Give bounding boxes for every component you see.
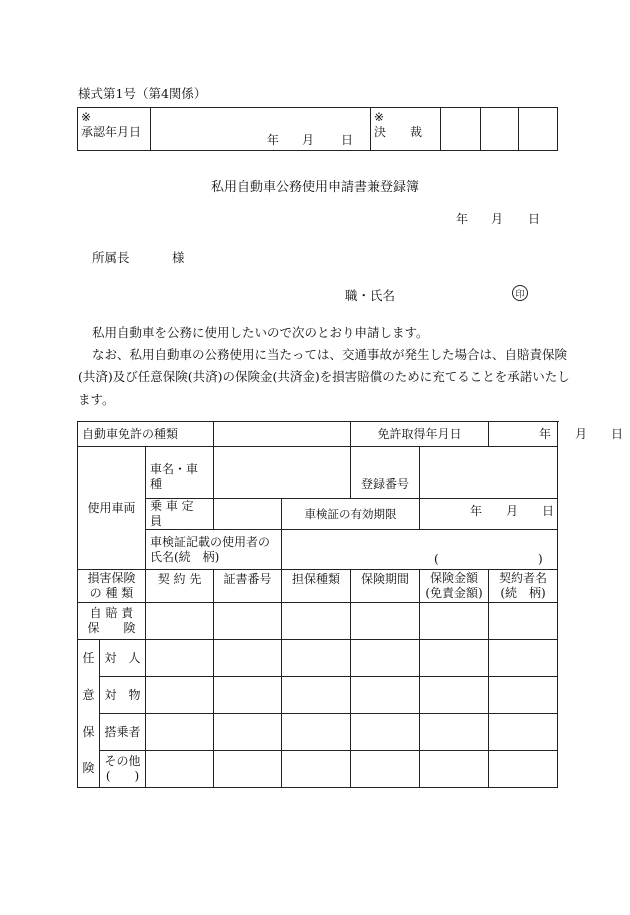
amount-header [420,570,489,603]
vehicle-user-field[interactable] [282,530,558,570]
vehicle-user-label [146,530,282,570]
person-period-field[interactable] [351,640,420,677]
property-contractor-field[interactable] [146,677,214,714]
insurance-kind-line-1: 損害保険 [87,571,136,585]
person-coverage-field[interactable] [282,640,351,677]
holder-header-line-1: 契約者名 [499,571,548,585]
passenger-cert-field[interactable] [214,714,282,751]
approval-date-label: 承認年月日 [81,125,142,139]
license-month: 月 [575,427,588,441]
holder-header-line-2: (続 柄) [500,586,546,600]
passenger-coverage-field[interactable] [282,714,351,751]
vehicle-user-label-line-2: 氏名(続 柄) [150,549,220,564]
property-holder-field[interactable] [489,677,558,714]
license-date-field[interactable] [489,422,624,447]
cali-label-line-1: 自 賠 責 [89,606,134,620]
period-header: 保険期間 [351,570,420,603]
voluntary-char-ho: 保 [78,714,100,751]
passenger-contractor-field[interactable] [146,714,214,751]
other-label-line-2: ( ) [105,769,140,783]
contractor-header: 契 約 先 [146,570,214,603]
cali-amount-field[interactable] [420,603,489,640]
capacity-field[interactable] [214,499,282,530]
cali-holder-field[interactable] [489,603,558,640]
property-cert-field[interactable] [214,677,282,714]
date-year: 年 [456,212,469,226]
date-day: 日 [528,212,541,226]
cali-label [78,603,146,640]
other-period-field[interactable] [351,751,420,788]
voluntary-char-nin: 任 [78,640,100,677]
document-title: 私用自動車公務使用申請書兼登録簿 [210,180,419,195]
property-period-field[interactable] [351,677,420,714]
body-paragraph-2-line-1: なお、私用自動車の公務使用に当たっては、交通事故が発生した場合は、自賠責保険 [92,347,568,362]
person-amount-field[interactable] [420,640,489,677]
paren-open: ( [434,552,439,566]
vehicle-user-label-line-1: 車検証記載の使用者の [150,534,271,549]
reg-number-label: 登録番号 [351,447,420,499]
passenger-amount-field[interactable] [420,714,489,751]
voluntary-char-i: 意 [78,677,100,714]
cali-contractor-field[interactable] [146,603,214,640]
cali-label-line-2: 保 険 [87,621,136,635]
approval-table [77,107,558,151]
license-date-label: 免許取得年月日 [351,422,489,447]
property-coverage-field[interactable] [282,677,351,714]
body-paragraph-2-line-2: (共済)及び任意保険(共済)の保険金(共済金)を損害賠償のために充てることを承諾いたし [78,369,570,384]
other-amount-field[interactable] [420,751,489,788]
seal-icon: 印 [512,285,528,301]
decision-stamp-1[interactable] [441,108,481,151]
cali-period-field[interactable] [351,603,420,640]
other-cert-field[interactable] [214,751,282,788]
inspection-date-field[interactable] [420,499,558,530]
other-label [100,751,146,788]
passenger-holder-field[interactable] [489,714,558,751]
inspection-day: 日 [542,504,555,518]
amount-header-line-2: (免責金額) [425,586,483,600]
license-year: 年 [539,427,552,441]
approval-date-field[interactable] [151,108,371,151]
inspection-month: 月 [506,504,519,518]
insurance-kind-line-2: の 種 類 [89,586,134,600]
date-month: 月 [491,212,504,226]
approval-day: 日 [341,133,354,147]
cali-cert-field[interactable] [214,603,282,640]
license-day: 日 [611,427,624,441]
voluntary-char-ken: 険 [78,751,100,788]
approval-mark: ※ [81,110,92,124]
inspection-label: 車検証の有効期限 [282,499,420,530]
other-contractor-field[interactable] [146,751,214,788]
other-holder-field[interactable] [489,751,558,788]
person-label: 対 人 [100,640,146,677]
car-name-label: 車名・車種 [146,447,214,499]
property-amount-field[interactable] [420,677,489,714]
holder-header [489,570,558,603]
body-paragraph-1: 私用自動車を公務に使用したいので次のとおり申請します。 [92,325,429,340]
seal-mark [512,285,528,301]
registration-table [77,421,624,788]
decision-stamp-3[interactable] [519,108,558,151]
approval-date-label-cell [78,108,151,151]
decision-label-cell [371,108,441,151]
decision-mark: ※ [374,110,385,124]
license-type-field[interactable] [214,422,351,447]
body-paragraph-2-line-3: ます。 [78,392,115,407]
decision-stamp-2[interactable] [481,108,519,151]
license-type-label: 自動車免許の種類 [78,422,214,447]
addressee-honorific: 様 [172,250,185,265]
inspection-year: 年 [470,504,483,518]
passenger-period-field[interactable] [351,714,420,751]
car-name-field[interactable] [214,447,351,499]
capacity-label: 乗 車 定 員 [146,499,214,530]
cert-number-header: 証書番号 [214,570,282,603]
addressee-label: 所属長 [92,250,130,265]
vehicle-label: 使用車両 [78,447,146,570]
decision-label: 決 裁 [374,125,423,139]
cali-coverage-field[interactable] [282,603,351,640]
paren-close: ) [538,552,543,566]
person-holder-field[interactable] [489,640,558,677]
person-cert-field[interactable] [214,640,282,677]
person-contractor-field[interactable] [146,640,214,677]
reg-number-field[interactable] [420,447,558,499]
property-label: 対 物 [100,677,146,714]
amount-header-line-1: 保険金額 [430,571,479,585]
approval-year: 年 [267,133,280,147]
applicant-label: 職・氏名 [345,288,396,303]
insurance-kind-header [78,570,146,603]
form-number: 様式第1号（第4関係） [78,86,207,101]
passenger-label: 搭乗者 [100,714,146,751]
coverage-header: 担保種類 [282,570,351,603]
other-coverage-field[interactable] [282,751,351,788]
other-label-line-1: その他 [104,754,141,768]
approval-month: 月 [302,133,315,147]
